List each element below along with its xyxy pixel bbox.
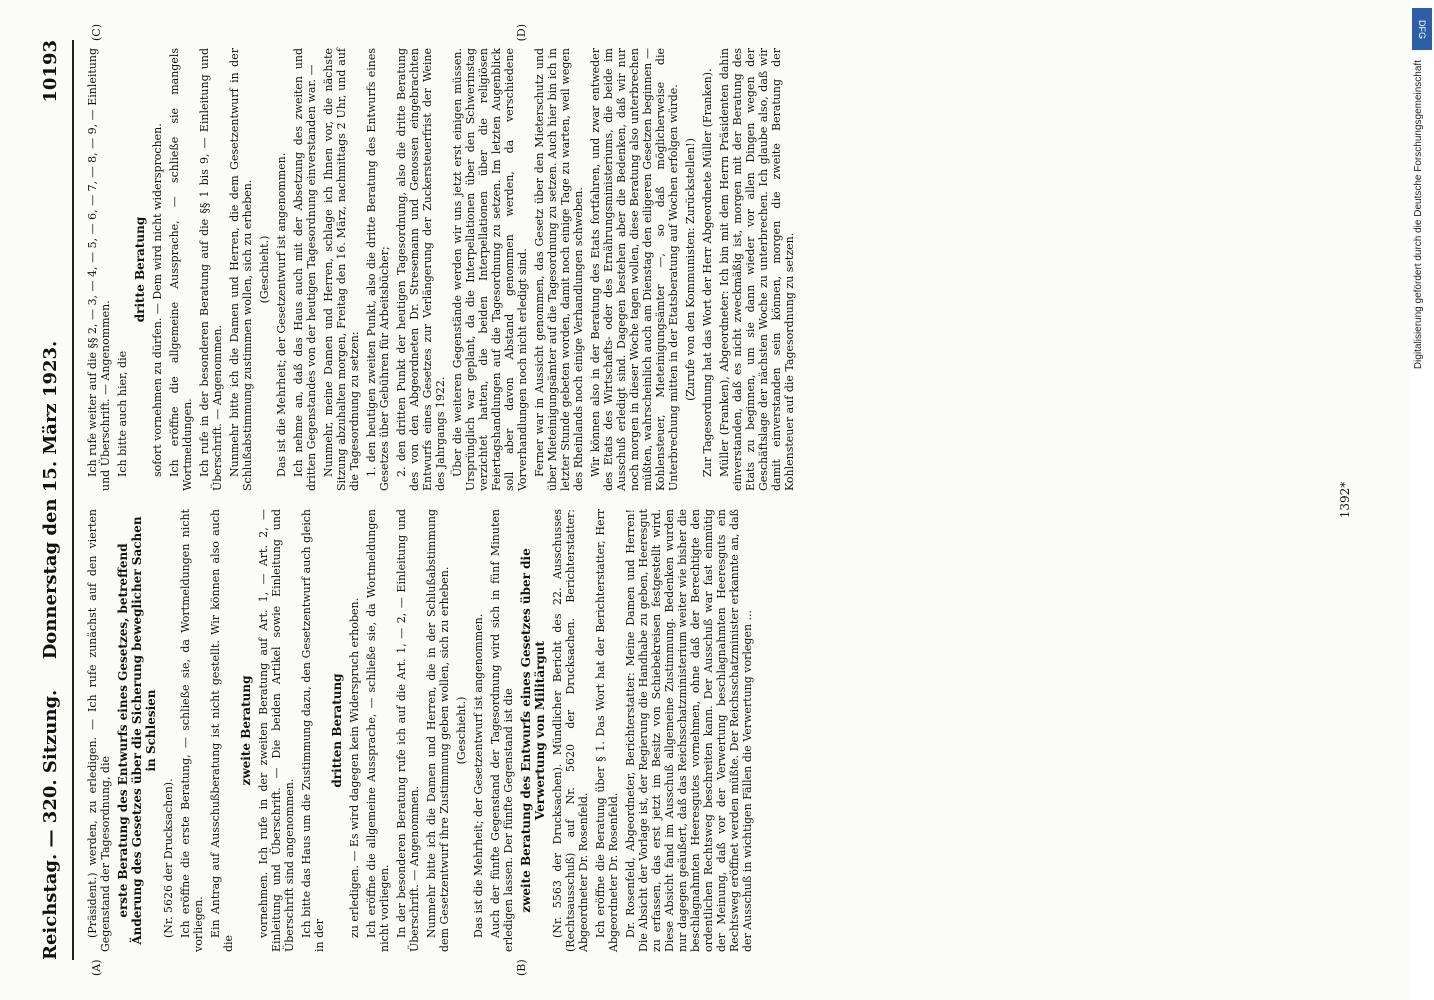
agenda-heading: zweite Beratung des Entwurfs eines Gesetzes über die Verwertung von Militärgut bbox=[519, 548, 547, 913]
paragraph: Ich bitte das Haus um die Zustimmung dazu, den Gesetzentwurf auch gleich in der bbox=[300, 509, 326, 952]
digitization-sidebar bbox=[1410, 0, 1434, 1000]
header-date: Donnerstag den 15. März 1923. bbox=[40, 340, 61, 660]
paragraph: (Nr. 5563 der Drucksachen). Mündlicher Bericht des 22. Ausschusses (Rechtsausschuß) auf Nr. 5620 der Drucksachen. Berichterstatter: Abgeordneter Dr. Rosenfeld. bbox=[551, 509, 590, 952]
margin-marker-a: (A) bbox=[90, 959, 103, 976]
agenda-item: 1. den heutigen zweiten Punkt, also die dritte Beratung des Entwurfs eines Gesetzes über Gebühren für Arbeitsbücher; bbox=[365, 48, 391, 491]
paragraph: Ich eröffne die Beratung über § 1. Das Wort hat der Berichterstatter, Herr Abgeordneter Dr. Rosenfeld. bbox=[594, 509, 620, 952]
header-rule bbox=[72, 40, 74, 960]
funding-credit: Digitalisierung gefördert durch die Deutsche Forschungsgemeinschaft bbox=[1413, 60, 1424, 370]
left-column bbox=[86, 509, 1327, 952]
header-session: Reichstag. — 320. Sitzung. bbox=[40, 689, 61, 960]
dfg-logo: DFG bbox=[1412, 8, 1432, 50]
paragraph: (Nr. 5626 der Drucksachen). bbox=[162, 778, 175, 938]
section-heading: zweite Beratung bbox=[239, 675, 253, 786]
section-heading: dritten Beratung bbox=[330, 673, 344, 788]
signature-number: 1392* bbox=[1338, 481, 1352, 519]
paragraph: Das ist die Mehrheit; der Gesetzentwurf ist angenommen. bbox=[275, 152, 288, 477]
agenda-item: 2. den dritten Punkt der heutigen Tagesordnung, also die dritte Beratung des von den Abgeordneten Dr. Stresemann und Genossen eingebrachten Entwurfs eines Gesetzes zur Verlängerung der Zuckersteuerfrist der Weine des Jahrgangs 1922. bbox=[395, 48, 447, 491]
paragraph: zu erledigen. — Es wird dagegen kein Widerspruch erhoben. bbox=[348, 597, 361, 938]
paragraph: vornehmen. Ich rufe in der zweiten Beratung auf Art. 1, — Art. 2, — Einleitung und Überschrift. — Die beiden Artikel sowie Einleitung und Überschrift sind angenommen. bbox=[257, 509, 296, 952]
paragraph: Ich rufe weiter auf die §§ 2, — 3, — 4, — 5, — 6, — 7, — 8, — 9, — Einleitung und Überschrift. — Angenommen. bbox=[86, 48, 112, 491]
paragraph: Nunmehr bitte ich die Damen und Herren, die in der Schlußabstimmung dem Gesetzentwurf ihre Zustimmung geben wollen, sich zu erheben. bbox=[425, 509, 451, 952]
paragraph: Wir können also in der Beratung des Etats fortfahren, und zwar entweder des Etats des Wirtschafts- oder des Ernährungsministeriums, die beide im Ausschuß erledigt sind. Dagegen bestehen aber die Bedenken, daß wir nur noch morgen in dieser Woche tagen wollen, diese Beratung also unterbrechen müßten, wahrscheinlich auch am Dienstag den eiligeren Gesetzen beginnen — Kohlensteuer, Mieteinigungsämter —, so daß möglicherweise die Unterbrechung mitten in der Etatsberatung auf Wochen erfolgen würde. bbox=[589, 48, 680, 491]
stage-direction: (Geschieht.) bbox=[455, 696, 468, 765]
margin-marker-d: (D) bbox=[515, 24, 528, 42]
paragraph: Ich eröffne die allgemeine Aussprache, — schließe sie, da Wortmeldungen nicht vorliegen. bbox=[365, 509, 391, 952]
paragraph: Nunmehr, meine Damen und Herren, schlage ich Ihnen vor, die nächste Sitzung abzuhalten morgen, Freitag den 16. März, nachmittags 2 Uhr, und auf die Tagesordnung zu setzen: bbox=[322, 48, 361, 491]
speech-paragraph: Dr. Rosenfeld, Abgeordneter, Berichterstatter: Meine Damen und Herren! Die Absicht der Vorlage ist, der Regierung die Handhabe zu geben, Heeresgut zu erfassen, das erst jetzt im Besitz von Schiebekreisen festgestellt wird. Diese Absicht fand im Ausschuß allgemeine Zustimmung. Bedenken wurden nur dagegen geäußert, daß das Reichsschatzministerium weiter wie bisher die beschlagnahmten Heeresgutes vornehmen, ohne daß der Berechtigte den ordentlichen Rechtsweg beschreiten kann. Der Ausschuß war fast einmütig der Meinung, daß vor der Verwertung beschlagnahmten Heeresguts ein Rechtsweg eröffnet werden müßte. Der Reichsschatzminister erkannte an, daß der Ausschuß in wichtigen Fällen die Verwertung vorlegen ... bbox=[624, 509, 754, 952]
paragraph: (Präsident.) werden, zu erledigen. — Ich rufe zunächst auf den vierten Gegenstand der Tagesordnung, die bbox=[86, 509, 112, 952]
paragraph: Das ist die Mehrheit; der Gesetzentwurf ist angenommen. bbox=[472, 613, 485, 938]
agenda-heading: erste Beratung des Entwurfs eines Gesetzes, betreffend Änderung des Gesetzes über die Sicherung beweglicher Sachen in Schlesien bbox=[116, 516, 158, 945]
paragraph: Ich eröffne die allgemeine Aussprache, — schließe sie mangels Wortmeldungen. bbox=[168, 48, 194, 491]
speech-paragraph: Müller (Franken), Abgeordneter: Ich bin mit dem Herrn Präsidenten dahin einverstanden, daß es nicht zweckmäßig ist, morgen mit der Beratung des Etats zu beginnen, um sie dann wieder vor allen Dingen wegen der Geschäftslage der nächsten Woche zu unterbrechen. Ich glaube also, daß wir damit einverstanden sein können, morgen die zweite Beratung der Kohlensteuer auf die Tagesordnung zu setzen. bbox=[718, 48, 796, 491]
paragraph: Über die weiteren Gegenstände werden wir uns jetzt erst einigen müssen. Ursprünglich war geplant, da die Interpellationen über den Schwerinstag verzichtet hatten, die beiden Interpellationen über die religiösen Feiertagshandlungen auf die Tagesordnung zu setzen. Im letzten Augenblick soll aber davon Abstand genommen werden, da verschiedene Vorverhandlungen noch nicht erledigt sind. bbox=[451, 48, 529, 491]
margin-marker-b: (B) bbox=[515, 959, 528, 976]
paragraph: Ein Antrag auf Ausschußberatung ist nicht gestellt. Wir können also auch die bbox=[209, 509, 235, 952]
paragraph: Ferner war in Aussicht genommen, das Gesetz über den Mieterschutz und über Mieteinigungsämter auf die Tagesordnung zu setzen. Auch hier bin ich in letzter Stunde gebeten worden, damit noch einige Tage zu warten, weil wegen des Rheinlands noch einige Verhandlungen schweben. bbox=[533, 48, 585, 491]
paragraph: Ich bitte auch hier, die bbox=[116, 350, 129, 477]
header-page-number: 10193 bbox=[40, 40, 61, 103]
running-header bbox=[40, 40, 70, 960]
paragraph: Auch der fünfte Gegenstand der Tagesordnung wird sich in fünf Minuten erledigen lassen. Der fünfte Gegenstand ist die bbox=[489, 509, 515, 952]
paragraph: sofort vornehmen zu dürfen. — Dem wird nicht widersprochen. bbox=[151, 123, 164, 477]
paragraph: Zur Tagesordnung hat das Wort der Herr Abgeordnete Müller (Franken). bbox=[701, 68, 714, 477]
text-columns bbox=[86, 48, 1327, 952]
paragraph: In der besonderen Beratung rufe ich auf die Art. 1, — 2, — Einleitung und Überschrift. — Angenommen. bbox=[395, 509, 421, 952]
paragraph: Ich rufe in der besonderen Beratung auf die §§ 1 bis 9, — Einleitung und Überschrift. — Angenommen. bbox=[198, 48, 224, 491]
section-heading: dritte Beratung bbox=[133, 216, 147, 323]
stage-direction: (Geschieht.) bbox=[258, 235, 271, 304]
paragraph: Ich nehme an, daß das Haus auch mit der Absetzung des zweiten und dritten Gegenstandes von der heutigen Tagesordnung einverstanden war. — bbox=[292, 48, 318, 491]
paragraph: Nunmehr bitte ich die Damen und Herren, die dem Gesetzentwurf in der Schlußabstimmung zustimmen wollen, sich zu erheben. bbox=[228, 48, 254, 491]
right-column bbox=[86, 48, 1327, 491]
stage-direction: (Zurufe von den Kommunisten: Zurückstellen!) bbox=[684, 138, 697, 401]
margin-marker-c: (C) bbox=[90, 24, 103, 41]
paragraph: Ich eröffne die erste Beratung, — schließe sie, da Wortmeldungen nicht vorliegen. bbox=[179, 509, 205, 952]
